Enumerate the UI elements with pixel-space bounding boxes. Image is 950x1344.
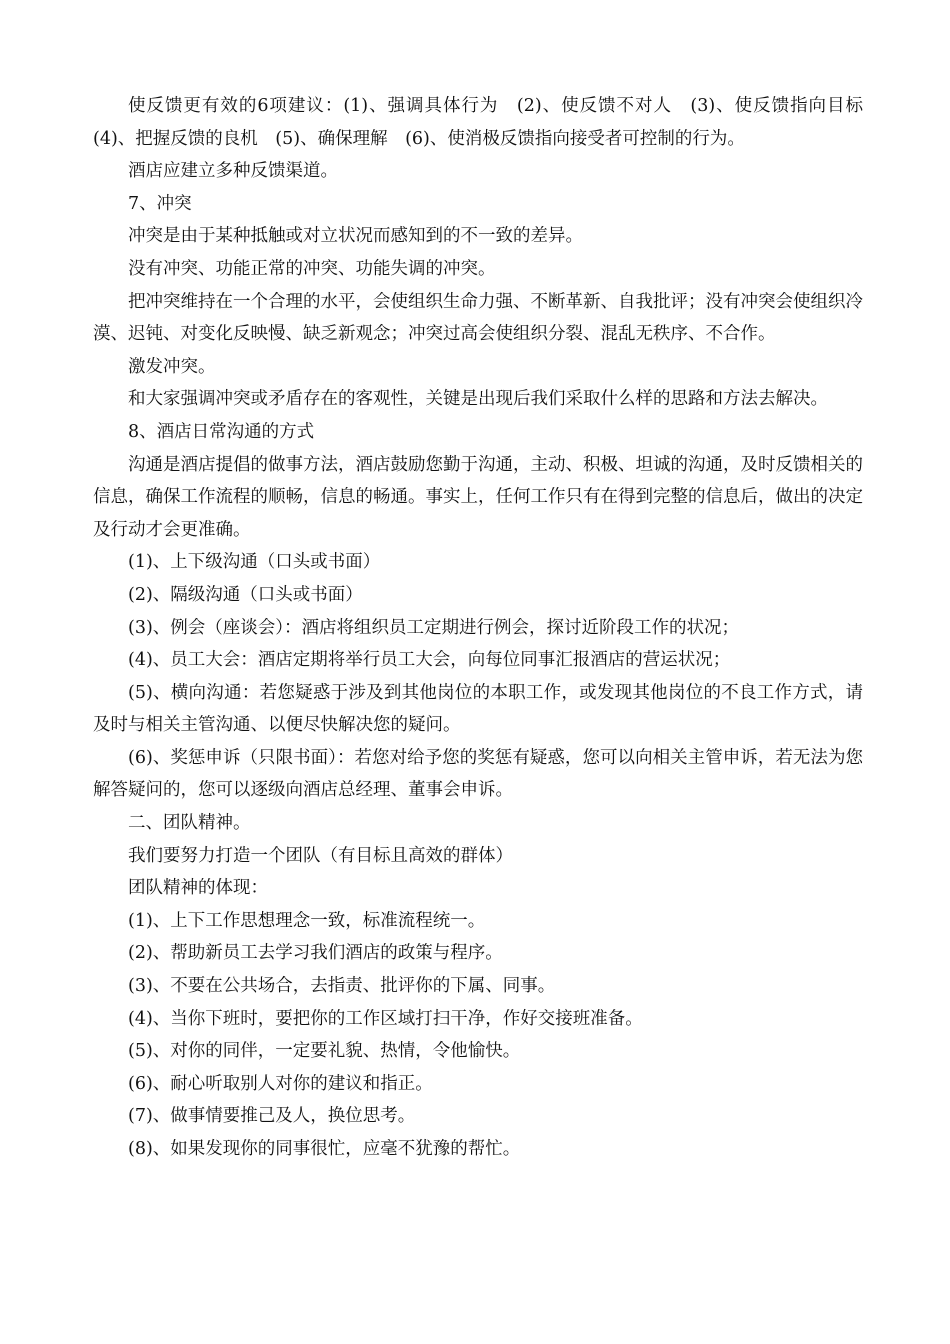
paragraph-conflict-definition: 冲突是由于某种抵触或对立状况而感知到的不一致的差异。 [128,226,583,247]
paragraph-feedback-tips: 使反馈更有效的6项建议：(1)、强调具体行为 (2)、使反馈不对人 (3)、使反馈指向目标 (4)、把握反馈的良机 (5)、确保理解 (6)、使消极反馈指向接受者可控制的行为。 [93,96,881,149]
list-item-team-8: (8)、如果发现你的同事很忙，应毫不犹豫的帮忙。 [128,1139,521,1159]
section-heading-conflict: 7、冲突 [128,193,192,214]
paragraph-team-goal: 我们要努力打造一个团队（有目标且高效的群体） [128,845,513,866]
list-item-communication-4: (4)、员工大会：酒店定期将举行员工大会，向每位同事汇报酒店的营运状况； [128,650,731,671]
list-item-team-4: (4)、当你下班时，要把你的工作区域打扫干净，作好交接班准备。 [128,1008,643,1029]
list-item-communication-5: (5)、横向沟通：若您疑惑于涉及到其他岗位的本职工作，或发现其他岗位的不良工作方式，请及时与相关主管沟通、以便尽快解决您的疑问。 [93,682,863,736]
list-item-team-6: (6)、耐心听取别人对你的建议和指正。 [128,1073,433,1094]
list-item-communication-6: (6)、奖惩申诉（只限书面）：若您对给予您的奖惩有疑惑，您可以向相关主管申诉，若无法为您解答疑问的，您可以逐级向酒店总经理、董事会申诉。 [93,747,863,801]
paragraph-stimulate-conflict: 激发冲突。 [128,356,216,377]
paragraph-feedback-channels: 酒店应建立多种反馈渠道。 [128,161,338,182]
paragraph-communication-intro: 沟通是酒店提倡的做事方法，酒店鼓励您勤于沟通，主动、积极、坦诚的沟通，及时反馈相关的信息，确保工作流程的顺畅，信息的畅通。事实上，任何工作只有在得到完整的信息后，做出的决定及行动才会更准确。 [93,454,863,540]
list-item-team-1: (1)、上下工作思想理念一致，标准流程统一。 [128,910,486,931]
list-item-team-2: (2)、帮助新员工去学习我们酒店的政策与程序。 [128,943,503,964]
paragraph-conflict-objectivity: 和大家强调冲突或矛盾存在的客观性，关键是出现后我们采取什么样的思路和方法去解决。 [128,389,828,410]
section-heading-team-spirit: 二、团队精神。 [128,813,251,834]
list-item-communication-3: (3)、例会（座谈会）：酒店将组织员工定期进行例会，探讨近阶段工作的状况； [128,617,740,638]
paragraph-team-spirit-intro: 团队精神的体现： [128,878,268,899]
section-heading-communication: 8、酒店日常沟通的方式 [128,421,315,442]
list-item-communication-2: (2)、隔级沟通（口头或书面） [128,584,363,605]
list-item-team-7: (7)、做事情要推己及人，换位思考。 [128,1106,416,1127]
paragraph-conflict-level: 把冲突维持在一个合理的水平，会使组织生命力强、不断革新、自我批评；没有冲突会使组织冷漠、迟钝、对变化反映慢、缺乏新观念；冲突过高会使组织分裂、混乱无秩序、不合作。 [93,291,863,345]
paragraph-conflict-types: 没有冲突、功能正常的冲突、功能失调的冲突。 [128,258,496,279]
document-page [93,90,881,1166]
list-item-team-5: (5)、对你的同伴，一定要礼貌、热情，令他愉快。 [128,1041,521,1062]
list-item-team-3: (3)、不要在公共场合，去指责、批评你的下属、同事。 [128,976,556,997]
list-item-communication-1: (1)、上下级沟通（口头或书面） [128,552,381,573]
